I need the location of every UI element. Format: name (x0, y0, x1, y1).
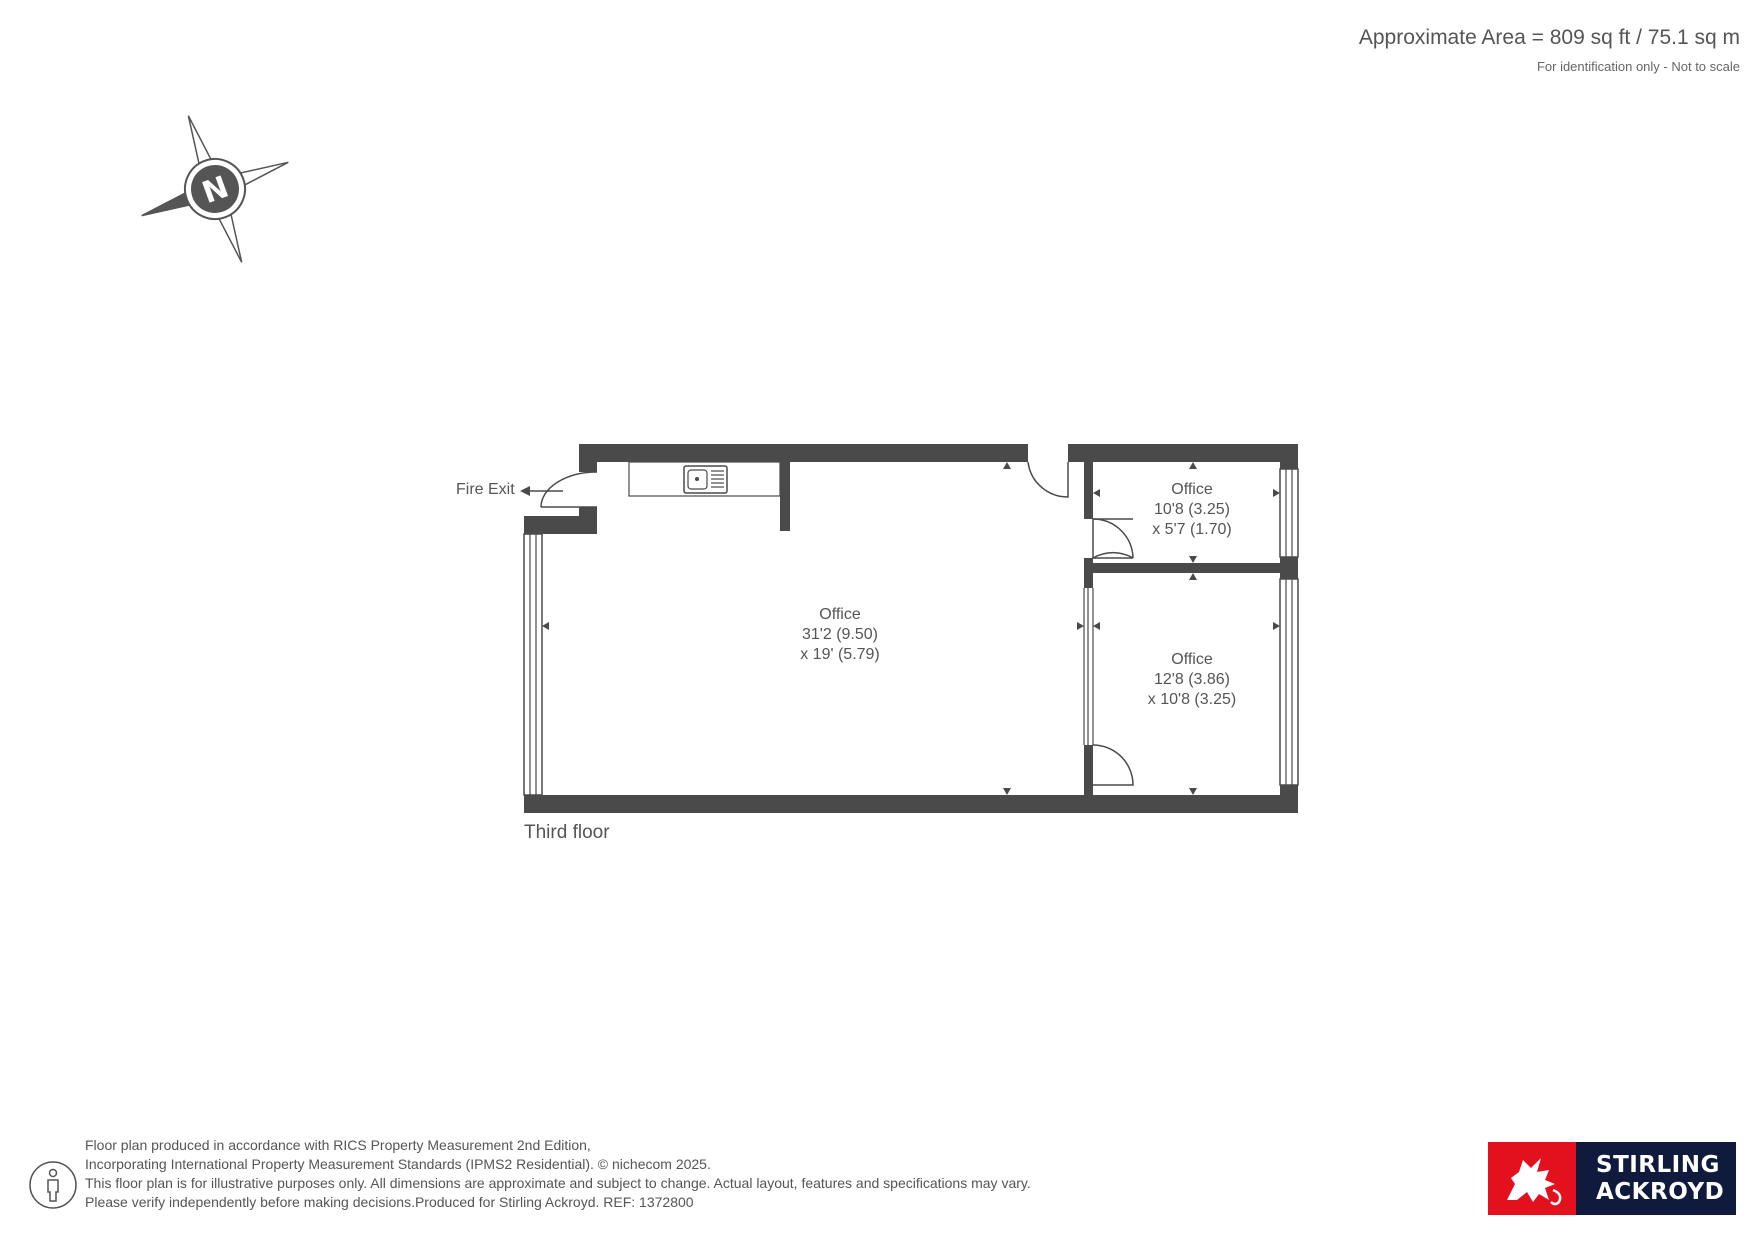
compass-north-letter: N (197, 169, 234, 212)
room-dimension: x 10'8 (3.25) (1147, 691, 1237, 708)
footer-line: Please verify independently before making decisions.Produced for Stirling Ackroyd. REF: 1372800 (85, 1194, 694, 1210)
stirling-ackroyd-logo (1488, 1142, 1736, 1215)
room-label-small-office (1132, 480, 1252, 540)
sink-icon (684, 466, 727, 493)
room-name: Office (1171, 481, 1213, 498)
approximate-area: Approximate Area = 809 sq ft / 75.1 sq m (1358, 26, 1740, 49)
room-label-main-office (780, 605, 900, 665)
footer-line: Incorporating International Property Measurement Standards (IPMS2 Residential). © nichecom 2025. (85, 1156, 711, 1172)
floor-name: Third floor (524, 822, 610, 843)
room-dimension: x 19' (5.79) (800, 646, 880, 663)
room-dimension: x 5'7 (1.70) (1152, 521, 1232, 538)
person-scale-icon (28, 1160, 78, 1210)
room-dimension: 10'8 (3.25) (1154, 501, 1230, 518)
footer-line: Floor plan produced in accordance with RICS Property Measurement 2nd Edition, (85, 1137, 591, 1153)
logo-line: STIRLING (1596, 1151, 1720, 1178)
room-name: Office (1171, 651, 1213, 668)
footer-line: This floor plan is for illustrative purposes only. All dimensions are approximate and subject to change. Actual layout, features and specifications may vary. (85, 1175, 1031, 1191)
room-name: Office (819, 606, 861, 623)
room-label-corner-office (1132, 650, 1252, 710)
room-dimension: 31'2 (9.50) (802, 626, 878, 643)
fire-exit-label: Fire Exit (456, 481, 515, 498)
griffin-icon (1497, 1150, 1567, 1208)
identification-note: For identification only - Not to scale (1536, 59, 1740, 74)
logo-line: ACKROYD (1596, 1178, 1725, 1205)
footer-disclaimer (85, 1136, 1031, 1212)
room-dimension: 12'8 (3.86) (1154, 671, 1230, 688)
logo-wordmark (1576, 1142, 1736, 1215)
griffin-logo-mark (1488, 1142, 1576, 1215)
